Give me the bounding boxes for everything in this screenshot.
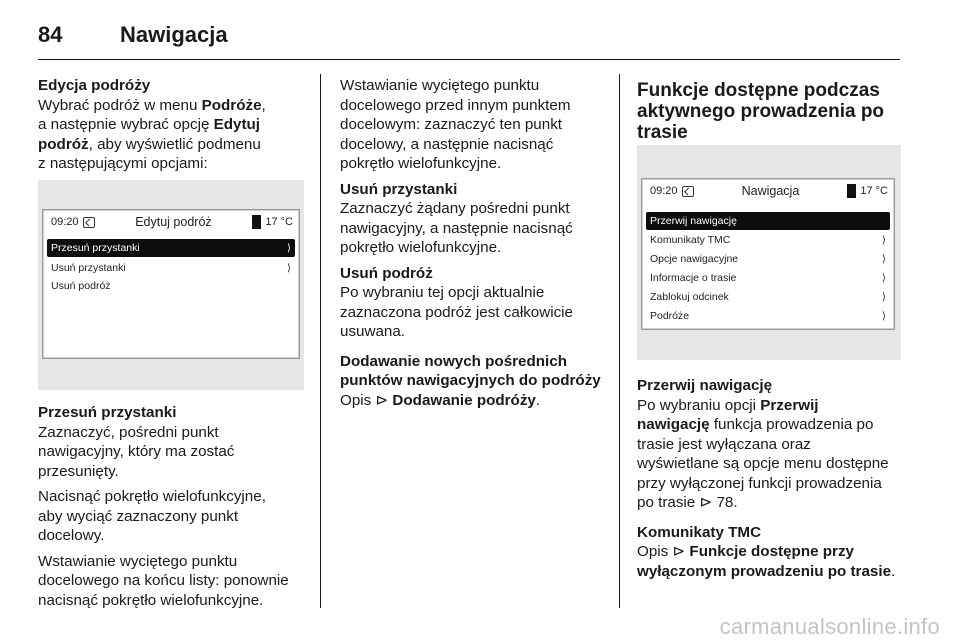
menu-item-selected: Przesuń przystanki ⟩ xyxy=(47,239,295,257)
screen-image xyxy=(38,180,304,390)
paragraph-line: Wstawianie wyciętego punktu xyxy=(38,552,238,570)
paragraph: podróż, aby wyświetlić podmenu xyxy=(38,135,261,153)
menu-item: Informacje o trasie ⟩ xyxy=(646,269,890,287)
screen-image xyxy=(637,145,901,360)
column-1 xyxy=(38,76,313,174)
chevron-right-icon: ⟩ xyxy=(882,234,886,246)
paragraph-line: nacisnąć pokrętło wielofunkcyjne. xyxy=(38,591,264,609)
thermometer-icon xyxy=(847,184,856,198)
section-heading: Usuń przystanki xyxy=(340,180,458,198)
paragraph-line: docelowego na końcu listy: ponownie xyxy=(38,572,289,589)
menu-item: Zablokuj odcinek ⟩ xyxy=(646,288,890,306)
paragraph-line: aby wyciąć zaznaczony punkt xyxy=(38,507,239,525)
paragraph-line: docelowego przed innym punktem xyxy=(340,96,571,114)
arrow-reference-icon: ⊳ xyxy=(699,493,713,511)
menu-item: Komunikaty TMC ⟩ xyxy=(646,231,890,249)
section-heading: Przesuń przystanki xyxy=(38,404,177,421)
paragraph-line: Nacisnąć pokrętło wielofunkcyjne, xyxy=(38,488,266,505)
screen-status-bar xyxy=(642,179,894,203)
page-number: 84 xyxy=(38,22,63,47)
back-icon xyxy=(83,217,95,228)
section-heading: punktów nawigacyjnych do podróży xyxy=(340,372,601,389)
paragraph: Po wybraniu opcji Przerwij xyxy=(637,396,819,414)
chevron-right-icon: ⟩ xyxy=(882,272,886,284)
paragraph-line: zaznaczona podróż jest całkowicie xyxy=(340,303,573,321)
arrow-reference-icon: ⊳ xyxy=(672,542,686,560)
paragraph-line: wyświetlane są opcje menu dostępne xyxy=(637,455,889,472)
chevron-right-icon: ⟩ xyxy=(882,310,886,322)
clock: 09:20 xyxy=(650,185,678,197)
page-title: Nawigacja xyxy=(120,22,228,47)
section-heading: aktywnego prowadzenia po xyxy=(637,101,885,122)
paragraph: nawigację funkcja prowadzenia po xyxy=(637,416,874,433)
paragraph-line: trasie jest wyłączana oraz xyxy=(637,435,811,453)
paragraph-line: docelowy, a następnie nacisnąć xyxy=(340,135,554,153)
section-heading: Przerwij nawigację xyxy=(637,377,773,394)
paragraph-line: pokrętło wielofunkcyjne. xyxy=(340,155,502,172)
paragraph-line: docelowym: zaznaczyć ten punkt xyxy=(340,116,563,133)
column-3-lower xyxy=(637,376,917,581)
column-divider xyxy=(320,74,321,608)
column-divider xyxy=(619,74,620,608)
section-heading: Funkcje dostępne podczas xyxy=(637,80,880,101)
column-3 xyxy=(637,80,917,143)
paragraph-line: nawigacyjny, a następnie nacisnąć xyxy=(340,219,573,237)
paragraph-line: docelowy. xyxy=(38,527,105,544)
paragraph-line: Po wybraniu tej opcji aktualnie xyxy=(340,284,545,301)
paragraph-line: Wstawianie wyciętego punktu xyxy=(340,77,540,94)
screen-title: Edytuj podróż xyxy=(135,215,212,229)
paragraph-line: Zaznaczyć żądany pośredni punkt xyxy=(340,200,570,217)
temperature: 17 °C xyxy=(860,185,888,197)
menu-item: Podróże ⟩ xyxy=(646,307,890,325)
cross-reference: Opis ⊳ Dodawanie podróży. xyxy=(340,390,541,409)
paragraph: Wybrać podróż w menu Podróże, xyxy=(38,96,266,114)
section-heading: Komunikaty TMC xyxy=(637,523,762,541)
chevron-right-icon: ⟩ xyxy=(882,291,886,303)
watermark: carmanualsonline.info xyxy=(719,614,940,639)
chevron-right-icon: ⟩ xyxy=(882,253,886,265)
display-screen xyxy=(42,209,300,359)
temperature: 17 °C xyxy=(265,216,293,228)
paragraph: z następującymi opcjami: xyxy=(38,155,208,172)
arrow-reference-icon: ⊳ xyxy=(375,390,389,409)
cross-reference: Opis ⊳ Funkcje dostępne przy xyxy=(637,542,854,560)
screen-title: Nawigacja xyxy=(741,184,800,198)
paragraph-line: usuwana. xyxy=(340,323,406,340)
menu-item-selected: Przerwij nawigację xyxy=(646,212,890,230)
menu-item: Opcje nawigacyjne ⟩ xyxy=(646,250,890,268)
thermometer-icon xyxy=(252,215,261,229)
paragraph-line: nawigacyjny, który ma zostać xyxy=(38,443,235,460)
paragraph-line: Zaznaczyć, pośredni punkt xyxy=(38,423,219,441)
section-heading: Edycja podróży xyxy=(38,77,151,94)
display-screen xyxy=(641,178,895,330)
page-header xyxy=(38,18,228,52)
header-rule xyxy=(38,59,900,60)
section-heading: Dodawanie nowych pośrednich xyxy=(340,352,568,370)
paragraph: a następnie wybrać opcję Edytuj xyxy=(38,116,261,133)
section-heading: trasie xyxy=(637,122,688,143)
chevron-right-icon: ⟩ xyxy=(287,262,291,274)
paragraph: wyłączonym prowadzeniu po trasie. xyxy=(637,562,896,580)
column-2 xyxy=(340,76,615,410)
back-icon xyxy=(682,186,694,197)
cross-reference: po trasie ⊳ 78. xyxy=(637,493,738,511)
menu-item: Usuń podróż xyxy=(51,280,111,292)
clock: 09:20 xyxy=(51,216,79,228)
paragraph-line: przesunięty. xyxy=(38,462,119,480)
paragraph-line: pokrętło wielofunkcyjne. xyxy=(340,239,502,256)
screen-status-bar xyxy=(43,210,299,234)
section-heading: Usuń podróż xyxy=(340,264,433,282)
paragraph-line: przy wyłączonej funkcji prowadzenia xyxy=(637,474,882,492)
menu-item: Usuń przystanki ⟩ xyxy=(47,259,295,277)
chevron-right-icon: ⟩ xyxy=(287,242,291,254)
column-1-lower xyxy=(38,403,313,610)
